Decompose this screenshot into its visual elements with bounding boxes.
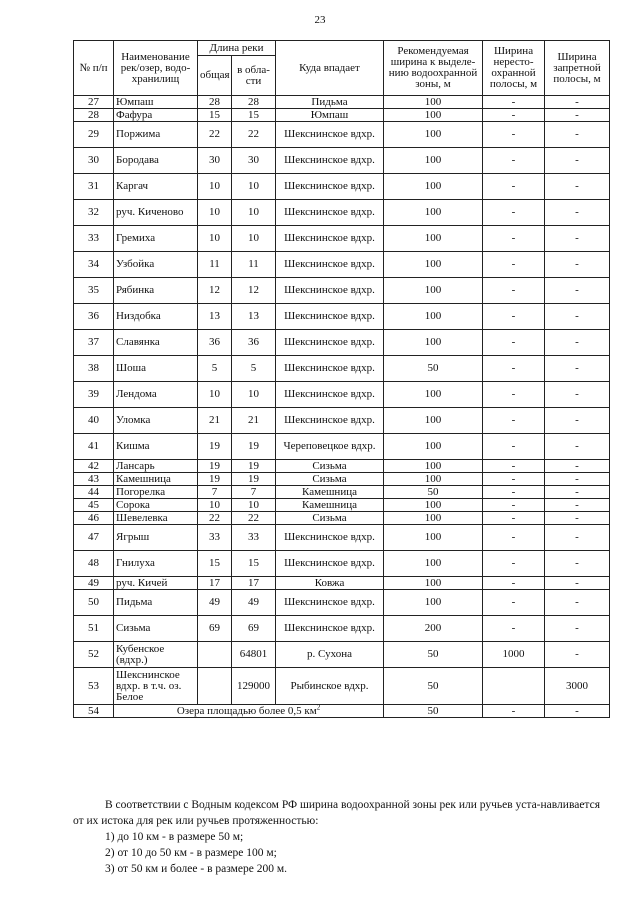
length-region: 10	[232, 382, 276, 408]
flows-into: Шекснинское вдхр.	[276, 382, 384, 408]
recommended-width: 100	[384, 96, 483, 109]
table-row	[74, 174, 610, 200]
lakes-label: Озера площадью более 0,5 км	[176, 704, 317, 717]
spawning-width: -	[483, 551, 545, 577]
river-name: Шоша	[114, 356, 198, 382]
length-region: 69	[232, 616, 276, 642]
river-name: Поржима	[114, 122, 198, 148]
river-name: руч. Кичей	[114, 577, 198, 590]
river-name: Лансарь	[114, 460, 198, 473]
length-total: 33	[198, 525, 232, 551]
forbidden-width: 3000	[545, 668, 610, 705]
table-row	[74, 252, 610, 278]
length-region: 7	[232, 486, 276, 499]
spawning-width: -	[483, 109, 545, 122]
river-name: Низдобка	[114, 304, 198, 330]
length-region: 19	[232, 473, 276, 486]
flows-into: Шекснинское вдхр.	[276, 148, 384, 174]
spawning-width: -	[483, 96, 545, 109]
length-region: 15	[232, 551, 276, 577]
recommended-width: 50	[384, 356, 483, 382]
river-name: Гнилуха	[114, 551, 198, 577]
length-total: 10	[198, 382, 232, 408]
spawning-width: -	[483, 252, 545, 278]
flows-into: Шекснинское вдхр.	[276, 356, 384, 382]
spawning-width: 1000	[483, 642, 545, 668]
table-row	[74, 330, 610, 356]
header-forbidden: Ширина запретной полосы, м	[545, 41, 610, 96]
length-total: 15	[198, 551, 232, 577]
flows-into: Сизьма	[276, 512, 384, 525]
note-item: 3) от 50 км и более - в размере 200 м.	[105, 863, 288, 875]
flows-into: Шекснинское вдхр.	[276, 304, 384, 330]
recommended-width: 100	[384, 304, 483, 330]
spawning-width: -	[483, 590, 545, 616]
spawning-width: -	[483, 616, 545, 642]
flows-into: р. Сухона	[276, 642, 384, 668]
header-total: общая	[198, 56, 232, 96]
length-region: 30	[232, 148, 276, 174]
row-num: 33	[74, 226, 114, 252]
length-total: 17	[198, 577, 232, 590]
table-row	[74, 499, 610, 512]
length-total	[198, 668, 232, 705]
recommended-width: 100	[384, 577, 483, 590]
table-row	[74, 525, 610, 551]
river-name: Шевелевка	[114, 512, 198, 525]
header-recommended: Рекомендуемая ширина к выделе-нию водоохранной зоны, м	[384, 41, 483, 96]
length-total: 21	[198, 408, 232, 434]
row-num: 34	[74, 252, 114, 278]
header-flows-into: Куда впадает	[276, 41, 384, 96]
river-name: Погорелка	[114, 486, 198, 499]
forbidden-width: -	[545, 278, 610, 304]
row-num: 39	[74, 382, 114, 408]
river-name: Ягрыш	[114, 525, 198, 551]
forbidden-width: -	[545, 109, 610, 122]
forbidden-width: -	[545, 200, 610, 226]
spawning-width: -	[483, 705, 545, 718]
length-total: 10	[198, 499, 232, 512]
forbidden-width: -	[545, 252, 610, 278]
table-row	[74, 356, 610, 382]
length-total: 7	[198, 486, 232, 499]
note-item: 1) до 10 км - в размере 50 м;	[105, 831, 244, 843]
recommended-width: 50	[384, 705, 483, 718]
spawning-width: -	[483, 512, 545, 525]
table-row	[74, 642, 610, 668]
length-region: 36	[232, 330, 276, 356]
length-total: 69	[198, 616, 232, 642]
river-name: Узбойка	[114, 252, 198, 278]
recommended-width: 100	[384, 382, 483, 408]
forbidden-width: -	[545, 174, 610, 200]
table-row	[74, 226, 610, 252]
recommended-width: 100	[384, 512, 483, 525]
table-row	[74, 668, 610, 705]
length-region: 49	[232, 590, 276, 616]
spawning-width: -	[483, 304, 545, 330]
row-num: 53	[74, 668, 114, 705]
forbidden-width: -	[545, 96, 610, 109]
recommended-width: 100	[384, 200, 483, 226]
table-row	[74, 473, 610, 486]
length-total: 10	[198, 226, 232, 252]
recommended-width: 100	[384, 590, 483, 616]
flows-into: Камешница	[276, 486, 384, 499]
length-region: 12	[232, 278, 276, 304]
recommended-width: 100	[384, 109, 483, 122]
table-row	[74, 616, 610, 642]
length-region: 10	[232, 226, 276, 252]
recommended-width: 100	[384, 252, 483, 278]
forbidden-width: -	[545, 122, 610, 148]
row-num: 41	[74, 434, 114, 460]
length-total: 36	[198, 330, 232, 356]
spawning-width: -	[483, 473, 545, 486]
length-total: 28	[198, 96, 232, 109]
recommended-width: 100	[384, 460, 483, 473]
flows-into: Шекснинское вдхр.	[276, 278, 384, 304]
row-num: 36	[74, 304, 114, 330]
table-row	[74, 434, 610, 460]
flows-into: Шекснинское вдхр.	[276, 408, 384, 434]
forbidden-width: -	[545, 356, 610, 382]
river-name: Славянка	[114, 330, 198, 356]
recommended-width: 100	[384, 226, 483, 252]
flows-into: Шекснинское вдхр.	[276, 590, 384, 616]
row-num: 42	[74, 460, 114, 473]
length-total	[198, 642, 232, 668]
forbidden-width: -	[545, 642, 610, 668]
lakes-label-cell	[114, 705, 384, 718]
length-region: 10	[232, 499, 276, 512]
water-protection-table	[73, 40, 610, 718]
header-spawning: Ширина нересто-охранной полосы, м	[483, 41, 545, 96]
length-total: 10	[198, 200, 232, 226]
length-region: 19	[232, 460, 276, 473]
river-name: Юмпаш	[114, 96, 198, 109]
table-row	[74, 705, 610, 718]
spawning-width: -	[483, 226, 545, 252]
forbidden-width: -	[545, 460, 610, 473]
row-num: 30	[74, 148, 114, 174]
recommended-width: 100	[384, 473, 483, 486]
length-region: 15	[232, 109, 276, 122]
table-row	[74, 590, 610, 616]
length-total: 19	[198, 460, 232, 473]
length-region: 5	[232, 356, 276, 382]
row-num: 48	[74, 551, 114, 577]
length-region: 11	[232, 252, 276, 278]
row-num: 43	[74, 473, 114, 486]
forbidden-width: -	[545, 616, 610, 642]
spawning-width: -	[483, 330, 545, 356]
flows-into: Пидьма	[276, 96, 384, 109]
row-num: 44	[74, 486, 114, 499]
note-paragraph: В соответствии с Водным кодексом РФ ширина водоохранной зоны рек или ручьев уста-навливается от их истока для рек или ручьев протяженностью:	[73, 799, 600, 827]
table-row	[74, 486, 610, 499]
flows-into: Шекснинское вдхр.	[276, 525, 384, 551]
river-name: Каргач	[114, 174, 198, 200]
forbidden-width: -	[545, 148, 610, 174]
table-row	[74, 122, 610, 148]
row-num: 52	[74, 642, 114, 668]
flows-into: Шекснинское вдхр.	[276, 226, 384, 252]
recommended-width: 50	[384, 642, 483, 668]
table-row	[74, 278, 610, 304]
length-total: 19	[198, 473, 232, 486]
table-body	[74, 96, 610, 718]
forbidden-width: -	[545, 434, 610, 460]
length-region: 13	[232, 304, 276, 330]
row-num: 51	[74, 616, 114, 642]
length-region: 19	[232, 434, 276, 460]
length-total: 22	[198, 122, 232, 148]
recommended-width: 100	[384, 148, 483, 174]
spawning-width: -	[483, 174, 545, 200]
length-region: 33	[232, 525, 276, 551]
recommended-width: 100	[384, 278, 483, 304]
river-name: Гремиха	[114, 226, 198, 252]
table-row	[74, 148, 610, 174]
note-item: 2) от 10 до 50 км - в размере 100 м;	[105, 847, 277, 859]
forbidden-width: -	[545, 226, 610, 252]
river-name: руч. Киченово	[114, 200, 198, 226]
length-total: 11	[198, 252, 232, 278]
length-region: 129000	[232, 668, 276, 705]
river-name: Кишма	[114, 434, 198, 460]
spawning-width: -	[483, 434, 545, 460]
recommended-width: 100	[384, 174, 483, 200]
recommended-width: 100	[384, 330, 483, 356]
spawning-width: -	[483, 148, 545, 174]
recommended-width: 100	[384, 551, 483, 577]
forbidden-width: -	[545, 499, 610, 512]
length-total: 30	[198, 148, 232, 174]
table-row	[74, 460, 610, 473]
spawning-width: -	[483, 460, 545, 473]
length-total: 15	[198, 109, 232, 122]
river-name: Лендома	[114, 382, 198, 408]
spawning-width: -	[483, 525, 545, 551]
forbidden-width: -	[545, 590, 610, 616]
row-num: 40	[74, 408, 114, 434]
flows-into: Шекснинское вдхр.	[276, 122, 384, 148]
forbidden-width: -	[545, 408, 610, 434]
flows-into: Шекснинское вдхр.	[276, 174, 384, 200]
flows-into: Камешница	[276, 499, 384, 512]
table-row	[74, 109, 610, 122]
row-num: 32	[74, 200, 114, 226]
length-total: 13	[198, 304, 232, 330]
forbidden-width: -	[545, 382, 610, 408]
row-num: 54	[74, 705, 114, 718]
row-num: 45	[74, 499, 114, 512]
row-num: 38	[74, 356, 114, 382]
length-total: 10	[198, 174, 232, 200]
table-row	[74, 200, 610, 226]
forbidden-width: -	[545, 705, 610, 718]
flows-into: Юмпаш	[276, 109, 384, 122]
table-row	[74, 512, 610, 525]
length-region: 28	[232, 96, 276, 109]
recommended-width: 100	[384, 122, 483, 148]
flows-into: Ковжа	[276, 577, 384, 590]
row-num: 28	[74, 109, 114, 122]
river-name: Шекснинское вдхр. в т.ч. оз. Белое	[114, 668, 198, 705]
length-region: 21	[232, 408, 276, 434]
spawning-width: -	[483, 408, 545, 434]
river-name: Кубенское (вдхр.)	[114, 642, 198, 668]
row-num: 27	[74, 96, 114, 109]
length-total: 19	[198, 434, 232, 460]
spawning-width: -	[483, 200, 545, 226]
row-num: 37	[74, 330, 114, 356]
river-name: Уломка	[114, 408, 198, 434]
flows-into: Шекснинское вдхр.	[276, 200, 384, 226]
header-length: Длина реки	[198, 41, 276, 56]
recommended-width: 50	[384, 668, 483, 705]
forbidden-width: -	[545, 551, 610, 577]
recommended-width: 100	[384, 525, 483, 551]
spawning-width: -	[483, 356, 545, 382]
length-region: 10	[232, 200, 276, 226]
river-name: Сорока	[114, 499, 198, 512]
note-section	[73, 797, 609, 877]
table-row	[74, 304, 610, 330]
page-number: 23	[314, 14, 326, 26]
length-region: 22	[232, 122, 276, 148]
forbidden-width: -	[545, 486, 610, 499]
forbidden-width: -	[545, 577, 610, 590]
flows-into: Сизьма	[276, 460, 384, 473]
length-region: 17	[232, 577, 276, 590]
length-total: 49	[198, 590, 232, 616]
row-num: 50	[74, 590, 114, 616]
flows-into: Сизьма	[276, 473, 384, 486]
spawning-width: -	[483, 382, 545, 408]
river-name: Фафура	[114, 109, 198, 122]
forbidden-width: -	[545, 330, 610, 356]
flows-into: Шекснинское вдхр.	[276, 252, 384, 278]
flows-into: Шекснинское вдхр.	[276, 551, 384, 577]
row-num: 47	[74, 525, 114, 551]
recommended-width: 100	[384, 434, 483, 460]
flows-into: Шекснинское вдхр.	[276, 330, 384, 356]
flows-into: Шекснинское вдхр.	[276, 616, 384, 642]
row-num: 31	[74, 174, 114, 200]
table-row	[74, 408, 610, 434]
forbidden-width: -	[545, 512, 610, 525]
forbidden-width: -	[545, 525, 610, 551]
length-total: 12	[198, 278, 232, 304]
table-row	[74, 551, 610, 577]
table-row	[74, 577, 610, 590]
forbidden-width: -	[545, 304, 610, 330]
river-name: Рябинка	[114, 278, 198, 304]
header-region: в обла-сти	[232, 56, 276, 96]
lakes-label-superscript: 2	[316, 704, 321, 711]
length-region: 64801	[232, 642, 276, 668]
length-total: 5	[198, 356, 232, 382]
spawning-width: -	[483, 577, 545, 590]
table-row	[74, 382, 610, 408]
header-num: № п/п	[74, 41, 114, 96]
spawning-width: -	[483, 486, 545, 499]
river-name: Камешница	[114, 473, 198, 486]
flows-into: Рыбинское вдхр.	[276, 668, 384, 705]
spawning-width: -	[483, 122, 545, 148]
river-name: Пидьма	[114, 590, 198, 616]
recommended-width: 100	[384, 408, 483, 434]
row-num: 46	[74, 512, 114, 525]
river-name: Сизьма	[114, 616, 198, 642]
spawning-width: -	[483, 278, 545, 304]
length-region: 22	[232, 512, 276, 525]
spawning-width	[483, 668, 545, 705]
spawning-width: -	[483, 499, 545, 512]
river-name: Бородава	[114, 148, 198, 174]
table-row	[74, 96, 610, 109]
recommended-width: 50	[384, 486, 483, 499]
row-num: 29	[74, 122, 114, 148]
forbidden-width: -	[545, 473, 610, 486]
length-total: 22	[198, 512, 232, 525]
row-num: 49	[74, 577, 114, 590]
recommended-width: 100	[384, 499, 483, 512]
length-region: 10	[232, 174, 276, 200]
flows-into: Череповецкое вдхр.	[276, 434, 384, 460]
header-name: Наименование рек/озер, водо-хранилищ	[114, 41, 198, 96]
recommended-width: 200	[384, 616, 483, 642]
row-num: 35	[74, 278, 114, 304]
